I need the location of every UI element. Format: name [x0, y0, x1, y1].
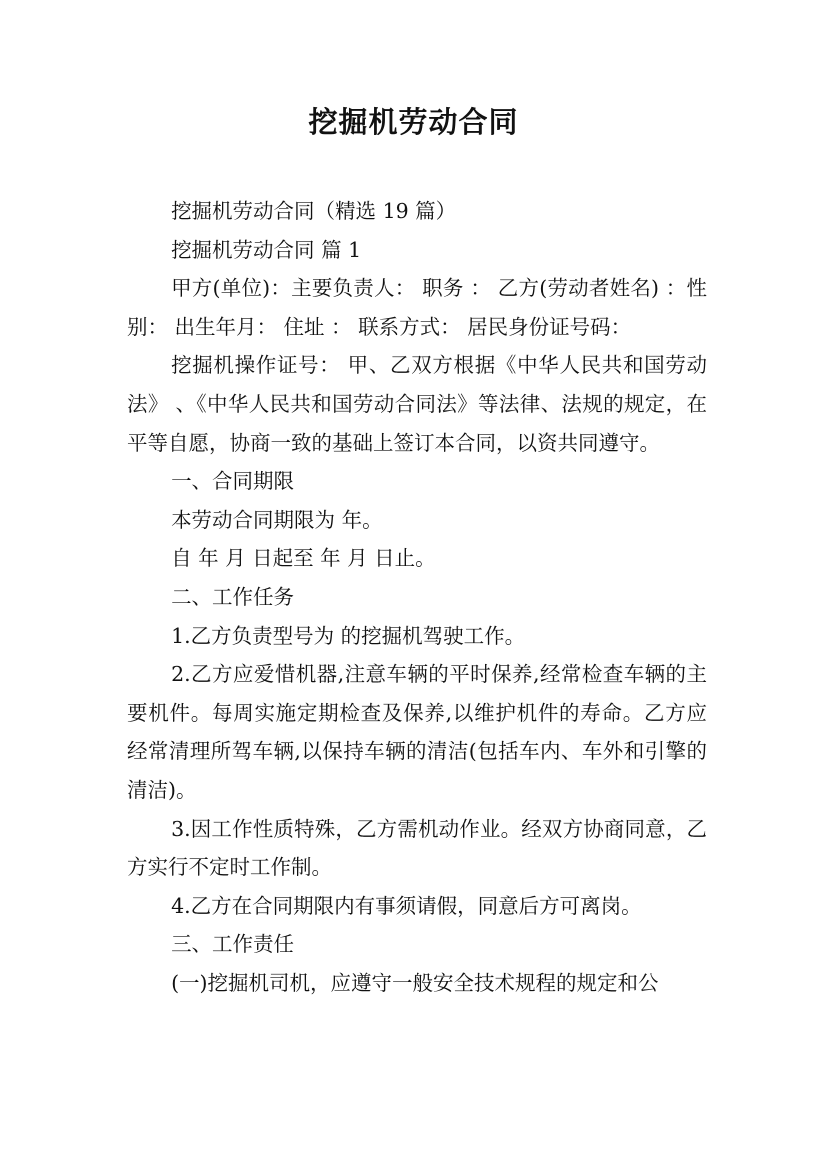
paragraph-task-3: 3.因工作性质特殊，乙方需机动作业。经双方协商同意，乙方实行不定时工作制。	[127, 816, 707, 880]
paragraph-subtitle: 挖掘机劳动合同（精选 19 篇）	[171, 199, 457, 223]
paragraph-duty-1: (一)挖掘机司机，应遵守一般安全技术规程的规定和公	[171, 970, 659, 995]
paragraph-task-2: 2.乙方应爱惜机器,注意车辆的平时保养,经常检查车辆的主要机件。每周实施定期检查及保养,以维护机件的寿命。乙方应经常清理所驾车辆,以保持车辆的清洁(包括车内、车外和引擎的清洁)。	[127, 662, 707, 802]
paragraph-heading-tasks: 二、工作任务	[171, 584, 295, 609]
document-body	[127, 192, 707, 1002]
paragraph-preamble: 挖掘机操作证号： 甲、乙双方根据《中华人民共和国劳动法》 、《中华人民共和国劳动合同法》等法律、法规的规定，在平等自愿，协商一致的基础上签订本合同，以资共同遵守。	[127, 353, 707, 455]
paragraph-term-length: 本劳动合同期限为 年。	[171, 507, 383, 532]
paragraph-task-4: 4.乙方在合同期限内有事须请假，同意后方可离岗。	[171, 893, 642, 918]
paragraph-section-heading: 挖掘机劳动合同 篇 1	[171, 237, 362, 262]
paragraph-term-dates: 自 年 月 日起至 年 月 日止。	[171, 546, 436, 571]
paragraph-heading-term: 一、合同期限	[171, 469, 295, 494]
document-title: 挖掘机劳动合同	[308, 105, 519, 139]
paragraph-heading-duties: 三、工作责任	[171, 932, 295, 957]
paragraph-task-1: 1.乙方负责型号为 的挖掘机驾驶工作。	[171, 623, 526, 648]
paragraph-party-info: 甲方(单位)：主要负责人： 职务 ： 乙方(劳动者姓名) ：性别： 出生年月： 住址 ： 联系方式： 居民身份证号码：	[127, 276, 707, 339]
